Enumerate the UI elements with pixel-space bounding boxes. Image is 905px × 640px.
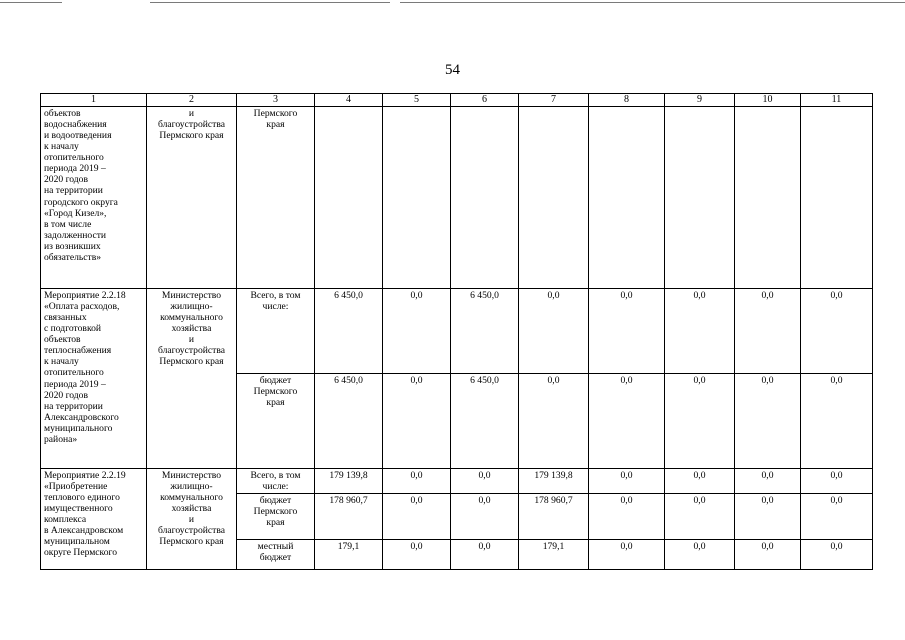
- value-cell: 0,0: [383, 493, 451, 539]
- value-cell: [735, 106, 801, 288]
- value-cell: 179 139,8: [315, 468, 383, 493]
- value-cell: 0,0: [801, 288, 873, 373]
- value-cell: 0,0: [519, 288, 589, 373]
- value-cell: 0,0: [801, 468, 873, 493]
- value-cell: 6 450,0: [315, 373, 383, 468]
- scan-edge-mid: [150, 2, 390, 3]
- value-cell: 0,0: [735, 539, 801, 569]
- value-cell: [383, 106, 451, 288]
- funding-source-cell: Пермского края: [237, 106, 315, 288]
- value-cell: 6 450,0: [451, 288, 519, 373]
- budget-table: [40, 93, 873, 570]
- value-cell: 6 450,0: [451, 373, 519, 468]
- page-number: 54: [445, 62, 460, 78]
- value-cell: 0,0: [383, 288, 451, 373]
- funding-source-cell: местный бюджет: [237, 539, 315, 569]
- header-cell: 9: [665, 94, 735, 107]
- value-cell: 0,0: [383, 373, 451, 468]
- value-cell: 0,0: [801, 539, 873, 569]
- value-cell: 0,0: [451, 493, 519, 539]
- header-cell: 7: [519, 94, 589, 107]
- activity-description-cell: Мероприятие 2.2.18 «Оплата расходов, связанных с подготовкой объектов теплоснабжения к началу отопительного периода 2019 – 2020 годов на территории Александровского муниципального района»: [41, 288, 147, 468]
- value-cell: [451, 106, 519, 288]
- value-cell: 0,0: [665, 288, 735, 373]
- value-cell: [315, 106, 383, 288]
- value-cell: 0,0: [665, 539, 735, 569]
- value-cell: 0,0: [801, 493, 873, 539]
- activity-description-cell: объектов водоснабжения и водоотведения к началу отопительного периода 2019 – 2020 годов на территории городского округа «Город Кизел», в том числе задолженности из возникших обязательств»: [41, 106, 147, 288]
- value-cell: [589, 106, 665, 288]
- value-cell: 179,1: [315, 539, 383, 569]
- executor-cell: и благоустройства Пермского края: [147, 106, 237, 288]
- value-cell: 0,0: [589, 539, 665, 569]
- value-cell: 0,0: [735, 288, 801, 373]
- value-cell: 0,0: [801, 373, 873, 468]
- value-cell: 0,0: [589, 373, 665, 468]
- funding-source-cell: Всего, в том числе:: [237, 288, 315, 373]
- value-cell: [519, 106, 589, 288]
- executor-cell: Министерство жилищно- коммунального хозяйства и благоустройства Пермского края: [147, 288, 237, 468]
- table-row: [41, 288, 873, 373]
- value-cell: 0,0: [735, 373, 801, 468]
- value-cell: 0,0: [589, 493, 665, 539]
- value-cell: 0,0: [665, 373, 735, 468]
- header-row: [41, 94, 873, 107]
- executor-cell: Министерство жилищно- коммунального хозяйства и благоустройства Пермского края: [147, 468, 237, 569]
- header-cell: 3: [237, 94, 315, 107]
- value-cell: 6 450,0: [315, 288, 383, 373]
- value-cell: 0,0: [451, 468, 519, 493]
- value-cell: 0,0: [665, 468, 735, 493]
- value-cell: 0,0: [383, 539, 451, 569]
- value-cell: 179 139,8: [519, 468, 589, 493]
- header-cell: 10: [735, 94, 801, 107]
- activity-description-cell: Мероприятие 2.2.19 «Приобретение теплового единого имущественного комплекса в Александровском муниципальном округе Пермского: [41, 468, 147, 569]
- header-cell: 8: [589, 94, 665, 107]
- funding-source-cell: бюджет Пермского края: [237, 493, 315, 539]
- value-cell: [801, 106, 873, 288]
- header-cell: 1: [41, 94, 147, 107]
- header-cell: 4: [315, 94, 383, 107]
- scan-edge-right: [400, 2, 905, 3]
- value-cell: 178 960,7: [315, 493, 383, 539]
- header-cell: 5: [383, 94, 451, 107]
- funding-source-cell: бюджет Пермского края: [237, 373, 315, 468]
- table-row: [41, 106, 873, 288]
- header-cell: 11: [801, 94, 873, 107]
- scan-edge-left: [0, 2, 62, 3]
- value-cell: 0,0: [665, 493, 735, 539]
- table-row: [41, 468, 873, 493]
- value-cell: 0,0: [735, 493, 801, 539]
- value-cell: 179,1: [519, 539, 589, 569]
- value-cell: [665, 106, 735, 288]
- value-cell: 0,0: [735, 468, 801, 493]
- value-cell: 0,0: [519, 373, 589, 468]
- value-cell: 0,0: [589, 288, 665, 373]
- value-cell: 0,0: [451, 539, 519, 569]
- value-cell: 0,0: [383, 468, 451, 493]
- value-cell: 178 960,7: [519, 493, 589, 539]
- header-cell: 6: [451, 94, 519, 107]
- funding-source-cell: Всего, в том числе:: [237, 468, 315, 493]
- value-cell: 0,0: [589, 468, 665, 493]
- header-cell: 2: [147, 94, 237, 107]
